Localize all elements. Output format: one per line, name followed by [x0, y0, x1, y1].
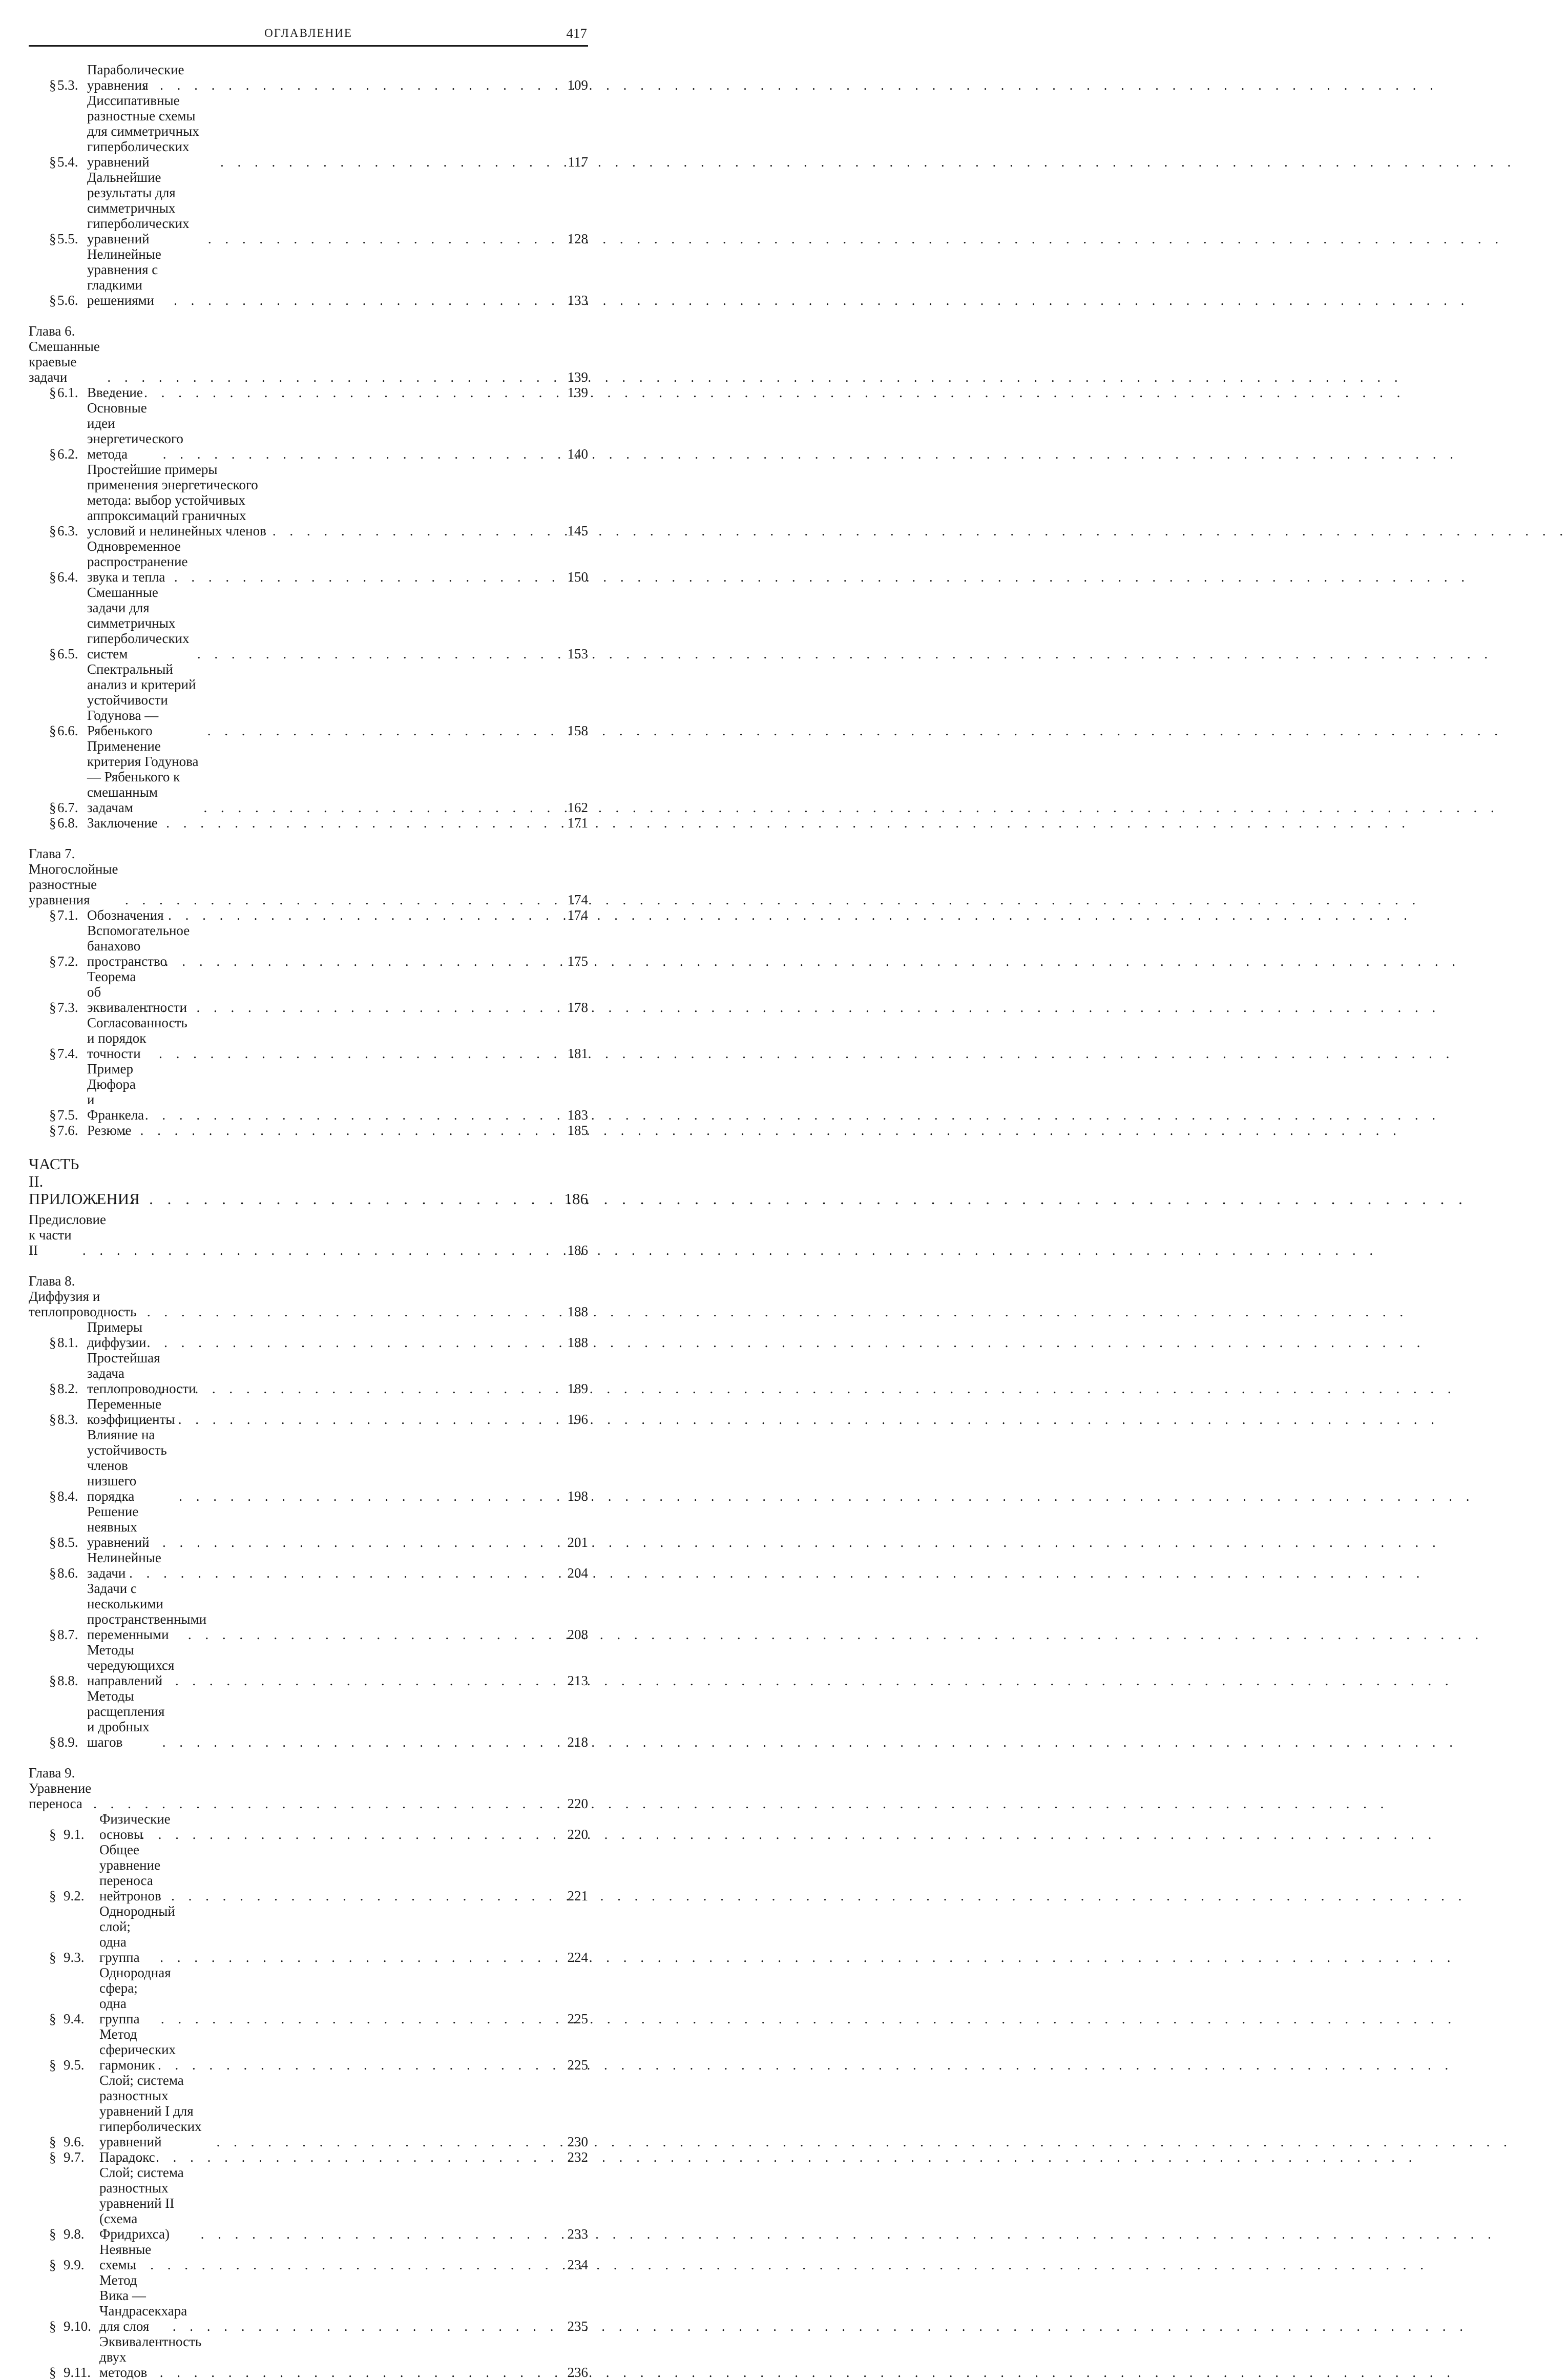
entry-title: Общее уравнение переноса нейтронов: [99, 1842, 161, 1903]
toc-entry-section: [29, 1350, 588, 1396]
dot-leader: [179, 1488, 563, 1504]
entry-page-number: 128: [567, 231, 588, 246]
section-number: 9.6.: [64, 2134, 85, 2149]
section-sign: §: [49, 1000, 56, 1015]
toc-entry-section: [29, 1581, 588, 1642]
section-number: 7.6.: [57, 1123, 78, 1138]
section-number: 9.1.: [64, 1827, 85, 1842]
entry-title: Заключение: [87, 815, 158, 831]
section-sign: §: [49, 1335, 56, 1350]
entry-title: Пример Дюфора и Франкела: [87, 1061, 144, 1123]
entry-title: Методы чередующихся направлений: [87, 1642, 175, 1688]
entry-page-number: 230: [567, 2134, 588, 2149]
entry-page-number: 189: [567, 1381, 588, 1396]
entry-title: Глава 8. Диффузия и теплопроводность: [29, 1273, 137, 1319]
dot-leader: [113, 1304, 563, 1319]
section-number: 8.8.: [57, 1673, 78, 1688]
section-number: 5.4.: [57, 154, 78, 170]
entry-title: Применение критерия Годунова — Рябенького к смешанным задачам: [87, 738, 199, 815]
toc-entry-part: [29, 1155, 588, 1208]
toc-entry-section: [29, 2334, 588, 2380]
section-sign: §: [49, 2365, 56, 2380]
section-number: 9.11.: [64, 2365, 91, 2380]
entry-page-number: 213: [567, 1673, 588, 1688]
entry-page-number: 139: [567, 385, 588, 400]
section-number: 9.7.: [64, 2149, 85, 2165]
entry-page-number: 175: [567, 954, 588, 969]
dot-leader: [145, 1107, 563, 1123]
section-sign: §: [49, 646, 56, 661]
entry-title: Решение неявных уравнений: [87, 1504, 150, 1550]
section-sign: §: [49, 1565, 56, 1581]
entry-title: Переменные коэффициенты: [87, 1396, 175, 1427]
section-sign: §: [49, 1627, 56, 1642]
section-number: 5.5.: [57, 231, 78, 246]
section-sign: §: [49, 231, 56, 246]
section-sign: §: [49, 1412, 56, 1427]
toc-entry-section: [29, 385, 588, 400]
entry-title: Однородный слой; одна группа: [99, 1903, 175, 1965]
entry-page-number: 218: [567, 1734, 588, 1750]
entry-title: Глава 7. Многослойные разностные уравнения: [29, 846, 118, 907]
toc-entry-section: [29, 2242, 588, 2272]
dot-leader: [82, 1243, 563, 1258]
dot-leader: [125, 892, 563, 907]
entry-title: Вспомогательное банахово пространство: [87, 923, 190, 969]
entry-page-number: 225: [567, 2057, 588, 2073]
entry-title: Обозначения: [87, 907, 164, 923]
section-sign: §: [49, 1123, 56, 1138]
section-number: 8.9.: [57, 1734, 78, 1750]
entry-title: Примеры диффузии: [87, 1319, 147, 1350]
toc-entry-section: [29, 1123, 588, 1138]
toc-entry-section: [29, 170, 588, 246]
section-sign: §: [49, 1535, 56, 1550]
entry-page-number: 140: [567, 446, 588, 462]
dot-leader: [110, 385, 563, 400]
section-sign: §: [49, 1488, 56, 1504]
section-sign: §: [49, 815, 56, 831]
entry-title: Предисловие к части II: [29, 1212, 106, 1258]
entry-title: ЧАСТЬ II. ПРИЛОЖЕНИЯ: [29, 1155, 140, 1208]
entry-page-number: 145: [567, 523, 588, 539]
running-header: [29, 25, 588, 47]
dot-leader: [163, 446, 563, 462]
dot-leader: [115, 815, 563, 831]
entry-title: Нелинейные уравнения с гладкими решениями: [87, 246, 161, 308]
toc-entry-section: [29, 400, 588, 462]
section-number: 9.4.: [64, 2011, 85, 2026]
dot-leader: [160, 1381, 563, 1396]
section-number: 6.6.: [57, 723, 78, 738]
toc-entry-section: [29, 1811, 588, 1842]
section-number: 8.6.: [57, 1565, 78, 1581]
section-sign: §: [49, 1381, 56, 1396]
entry-title: Параболические уравнения: [87, 62, 184, 93]
entry-page-number: 188: [567, 1335, 588, 1350]
section-sign: §: [49, 1950, 56, 1965]
entry-page-number: 204: [567, 1565, 588, 1581]
entry-page-number: 133: [567, 293, 588, 308]
section-sign: §: [49, 77, 56, 93]
toc-entry-section: [29, 2073, 588, 2149]
entry-title: Дальнейшие результаты для симметричных гиперболических уравнений: [87, 170, 190, 246]
entry-title: Простейшая задача теплопроводности: [87, 1350, 196, 1396]
section-sign: §: [49, 2257, 56, 2272]
entry-page-number: 186: [564, 1190, 588, 1208]
entry-page-number: 220: [567, 1796, 588, 1811]
section-sign: §: [49, 2149, 56, 2165]
dot-leader: [145, 1000, 563, 1015]
book-page: [29, 25, 588, 2380]
toc-entry-section: [29, 2272, 588, 2334]
entry-page-number: 188: [567, 1304, 588, 1319]
entry-page-number: 221: [567, 1888, 588, 1903]
entry-title: Согласованность и порядок точности: [87, 1015, 187, 1061]
entry-page-number: 234: [567, 2257, 588, 2272]
toc-entry-chapter: [29, 1765, 588, 1811]
entry-page-number: 158: [567, 723, 588, 738]
toc-entry-chapter: [29, 1273, 588, 1319]
entry-page-number: 174: [567, 907, 588, 923]
dot-leader: [93, 1796, 563, 1811]
running-header-title: ОГЛАВЛЕНИЕ: [264, 27, 352, 39]
dot-leader: [197, 646, 563, 661]
dot-leader: [143, 77, 563, 93]
dot-leader: [220, 154, 563, 170]
dot-leader: [95, 1190, 563, 1208]
entry-page-number: 186: [567, 1243, 588, 1258]
entry-page-number: 150: [567, 569, 588, 585]
section-number: 5.6.: [57, 293, 78, 308]
dot-leader: [161, 2011, 563, 2026]
entry-page-number: 139: [567, 369, 588, 385]
dot-leader: [204, 800, 563, 815]
toc-entry-section: [29, 661, 588, 738]
section-number: 9.8.: [64, 2226, 85, 2242]
entry-title: Простейшие примеры применения энергетического метода: выбор устойчивых аппроксимаций граничных условий и нелинейных членов: [87, 462, 266, 539]
toc-entry-section: [29, 2026, 588, 2073]
section-number: 6.4.: [57, 569, 78, 585]
entry-title: Методы расщепления и дробных шагов: [87, 1688, 165, 1750]
toc-entry-section: [29, 1965, 588, 2026]
entry-title: Метод сферических гармоник: [99, 2026, 176, 2073]
section-sign: §: [49, 1107, 56, 1123]
entry-title: Влияние на устойчивость членов низшего порядка: [87, 1427, 167, 1504]
entry-title: Физические основы: [99, 1811, 171, 1842]
toc-entry-section: [29, 907, 588, 923]
section-number: 8.1.: [57, 1335, 78, 1350]
dot-leader: [160, 2365, 563, 2380]
section-sign: §: [49, 1673, 56, 1688]
dot-leader: [174, 293, 563, 308]
toc-entry-section: [29, 1504, 588, 1550]
section-number: 9.2.: [64, 1888, 85, 1903]
toc-entry-preface: [29, 1212, 588, 1258]
section-sign: §: [49, 800, 56, 815]
dot-leader: [174, 569, 563, 585]
entry-page-number: 208: [567, 1627, 588, 1642]
section-sign: §: [49, 569, 56, 585]
dot-leader: [160, 1950, 563, 1965]
entry-title: Диссипативные разностные схемы для симметричных гиперболических уравнений: [87, 93, 199, 170]
entry-title: Нелинейные задачи: [87, 1550, 161, 1581]
toc-entry-section: [29, 93, 588, 170]
entry-title: Смешанные задачи для симметричных гиперболических систем: [87, 585, 190, 661]
section-sign: §: [49, 2319, 56, 2334]
section-sign: §: [49, 1827, 56, 1842]
entry-title: Метод Вика — Чандрасекхара для слоя: [99, 2272, 187, 2334]
entry-page-number: 181: [567, 1046, 588, 1061]
section-sign: §: [49, 2011, 56, 2026]
section-number: 8.4.: [57, 1488, 78, 1504]
section-sign: §: [49, 907, 56, 923]
dot-leader: [141, 1827, 563, 1842]
section-sign: §: [49, 293, 56, 308]
entry-page-number: 220: [567, 1827, 588, 1842]
toc-entry-section: [29, 1319, 588, 1350]
entry-title: Задачи с несколькими пространственными переменными: [87, 1581, 207, 1642]
section-sign: §: [49, 385, 56, 400]
entry-title: Однородная сфера; одна группа: [99, 1965, 171, 2026]
entry-title: Одновременное распространение звука и тепла: [87, 539, 188, 585]
section-sign: §: [49, 954, 56, 969]
entry-page-number: 233: [567, 2226, 588, 2242]
entry-title: Эквивалентность двух методов: [99, 2334, 202, 2380]
section-number: 9.3.: [64, 1950, 85, 1965]
dot-leader: [207, 723, 563, 738]
toc-entry-section: [29, 2149, 588, 2165]
dot-leader: [144, 1412, 563, 1427]
entry-page-number: 232: [567, 2149, 588, 2165]
entry-page-number: 178: [567, 1000, 588, 1015]
entry-page-number: 201: [567, 1535, 588, 1550]
entry-page-number: 225: [567, 2011, 588, 2026]
section-number: 8.5.: [57, 1535, 78, 1550]
entry-title: Неявные схемы: [99, 2242, 152, 2272]
entry-page-number: 109: [567, 77, 588, 93]
section-sign: §: [49, 2057, 56, 2073]
dot-leader: [133, 2257, 563, 2272]
section-sign: §: [49, 1734, 56, 1750]
dot-leader: [159, 1046, 563, 1061]
section-number: 7.2.: [57, 954, 78, 969]
section-number: 6.2.: [57, 446, 78, 462]
section-number: 6.7.: [57, 800, 78, 815]
dot-leader: [129, 1565, 563, 1581]
entry-title: Парадокс: [99, 2149, 155, 2165]
toc-entry-section: [29, 585, 588, 661]
section-number: 6.8.: [57, 815, 78, 831]
section-number: 8.2.: [57, 1381, 78, 1396]
entry-title: Слой; система разностных уравнений I для гиперболических уравнений: [99, 2073, 202, 2149]
section-sign: §: [49, 154, 56, 170]
section-number: 7.5.: [57, 1107, 78, 1123]
toc-entry-section: [29, 1396, 588, 1427]
entry-page-number: 224: [567, 1950, 588, 1965]
dot-leader: [173, 2319, 563, 2334]
entry-title: Основные идеи энергетического метода: [87, 400, 183, 462]
section-number: 6.5.: [57, 646, 78, 661]
section-sign: §: [49, 446, 56, 462]
toc-entry-section: [29, 1015, 588, 1061]
entry-page-number: 174: [567, 892, 588, 907]
entry-title: Теорема об эквивалентности: [87, 969, 187, 1015]
entry-page-number: 198: [567, 1488, 588, 1504]
dot-leader: [145, 1535, 564, 1550]
toc-entry-section: [29, 1550, 588, 1581]
entry-page-number: 117: [568, 154, 588, 170]
dot-leader: [121, 2149, 563, 2165]
entry-page-number: 162: [567, 800, 588, 815]
dot-leader: [117, 907, 563, 923]
entry-page-number: 196: [567, 1412, 588, 1427]
dot-leader: [201, 2226, 563, 2242]
toc-entry-section: [29, 923, 588, 969]
entry-page-number: 183: [567, 1107, 588, 1123]
toc-entry-section: [29, 246, 588, 308]
toc-entry-section: [29, 1642, 588, 1688]
entry-title: Введение: [87, 385, 143, 400]
toc-entry-section: [29, 738, 588, 815]
section-number: 9.5.: [64, 2057, 85, 2073]
dot-leader: [273, 523, 563, 539]
entry-title: Глава 6. Смешанные краевые задачи: [29, 323, 100, 385]
toc-entry-section: [29, 815, 588, 831]
dot-leader: [130, 1335, 563, 1350]
section-number: 9.10.: [64, 2319, 91, 2334]
toc-entry-section: [29, 1688, 588, 1750]
toc-entry-section: [29, 539, 588, 585]
dot-leader: [188, 1627, 563, 1642]
dot-leader: [208, 231, 563, 246]
entry-page-number: 153: [567, 646, 588, 661]
toc-entry-section: [29, 1842, 588, 1903]
section-sign: §: [49, 1046, 56, 1061]
dot-leader: [158, 1673, 563, 1688]
section-number: 8.3.: [57, 1412, 78, 1427]
toc-entry-section: [29, 2165, 588, 2242]
section-sign: §: [49, 523, 56, 539]
entry-page-number: 236: [567, 2365, 588, 2380]
entry-title: Резюме: [87, 1123, 132, 1138]
entry-page-number: 235: [567, 2319, 588, 2334]
section-number: 5.3.: [57, 77, 78, 93]
entry-title: Глава 9. Уравнение переноса: [29, 1765, 92, 1811]
dot-leader: [165, 954, 563, 969]
section-number: 7.3.: [57, 1000, 78, 1015]
dot-leader: [217, 2134, 563, 2149]
table-of-contents: [29, 62, 588, 2380]
toc-entry-section: [29, 969, 588, 1015]
toc-entry-section: [29, 1061, 588, 1123]
section-number: 8.7.: [57, 1627, 78, 1642]
section-number: 6.1.: [57, 385, 78, 400]
section-number: 7.1.: [57, 907, 78, 923]
section-sign: §: [49, 2226, 56, 2242]
dot-leader: [162, 1734, 563, 1750]
dot-leader: [171, 1888, 563, 1903]
dot-leader: [107, 369, 563, 385]
toc-entry-section: [29, 462, 588, 539]
dot-leader: [106, 1123, 563, 1138]
toc-entry-chapter: [29, 846, 588, 907]
entry-page-number: 171: [567, 815, 588, 831]
toc-entry-section: [29, 1427, 588, 1504]
entry-title: Слой; система разностных уравнений II (схема Фридрихса): [99, 2165, 184, 2242]
section-sign: §: [49, 723, 56, 738]
entry-title: Спектральный анализ и критерий устойчивости Годунова — Рябенького: [87, 661, 196, 738]
section-number: 7.4.: [57, 1046, 78, 1061]
section-sign: §: [49, 1888, 56, 1903]
toc-entry-section: [29, 62, 588, 93]
section-number: 6.3.: [57, 523, 78, 539]
section-sign: §: [49, 2134, 56, 2149]
dot-leader: [158, 2057, 563, 2073]
toc-entry-section: [29, 1903, 588, 1965]
entry-page-number: 185: [567, 1123, 588, 1138]
section-number: 9.9.: [64, 2257, 85, 2272]
page-number: 417: [566, 26, 587, 41]
toc-entry-chapter: [29, 323, 588, 385]
